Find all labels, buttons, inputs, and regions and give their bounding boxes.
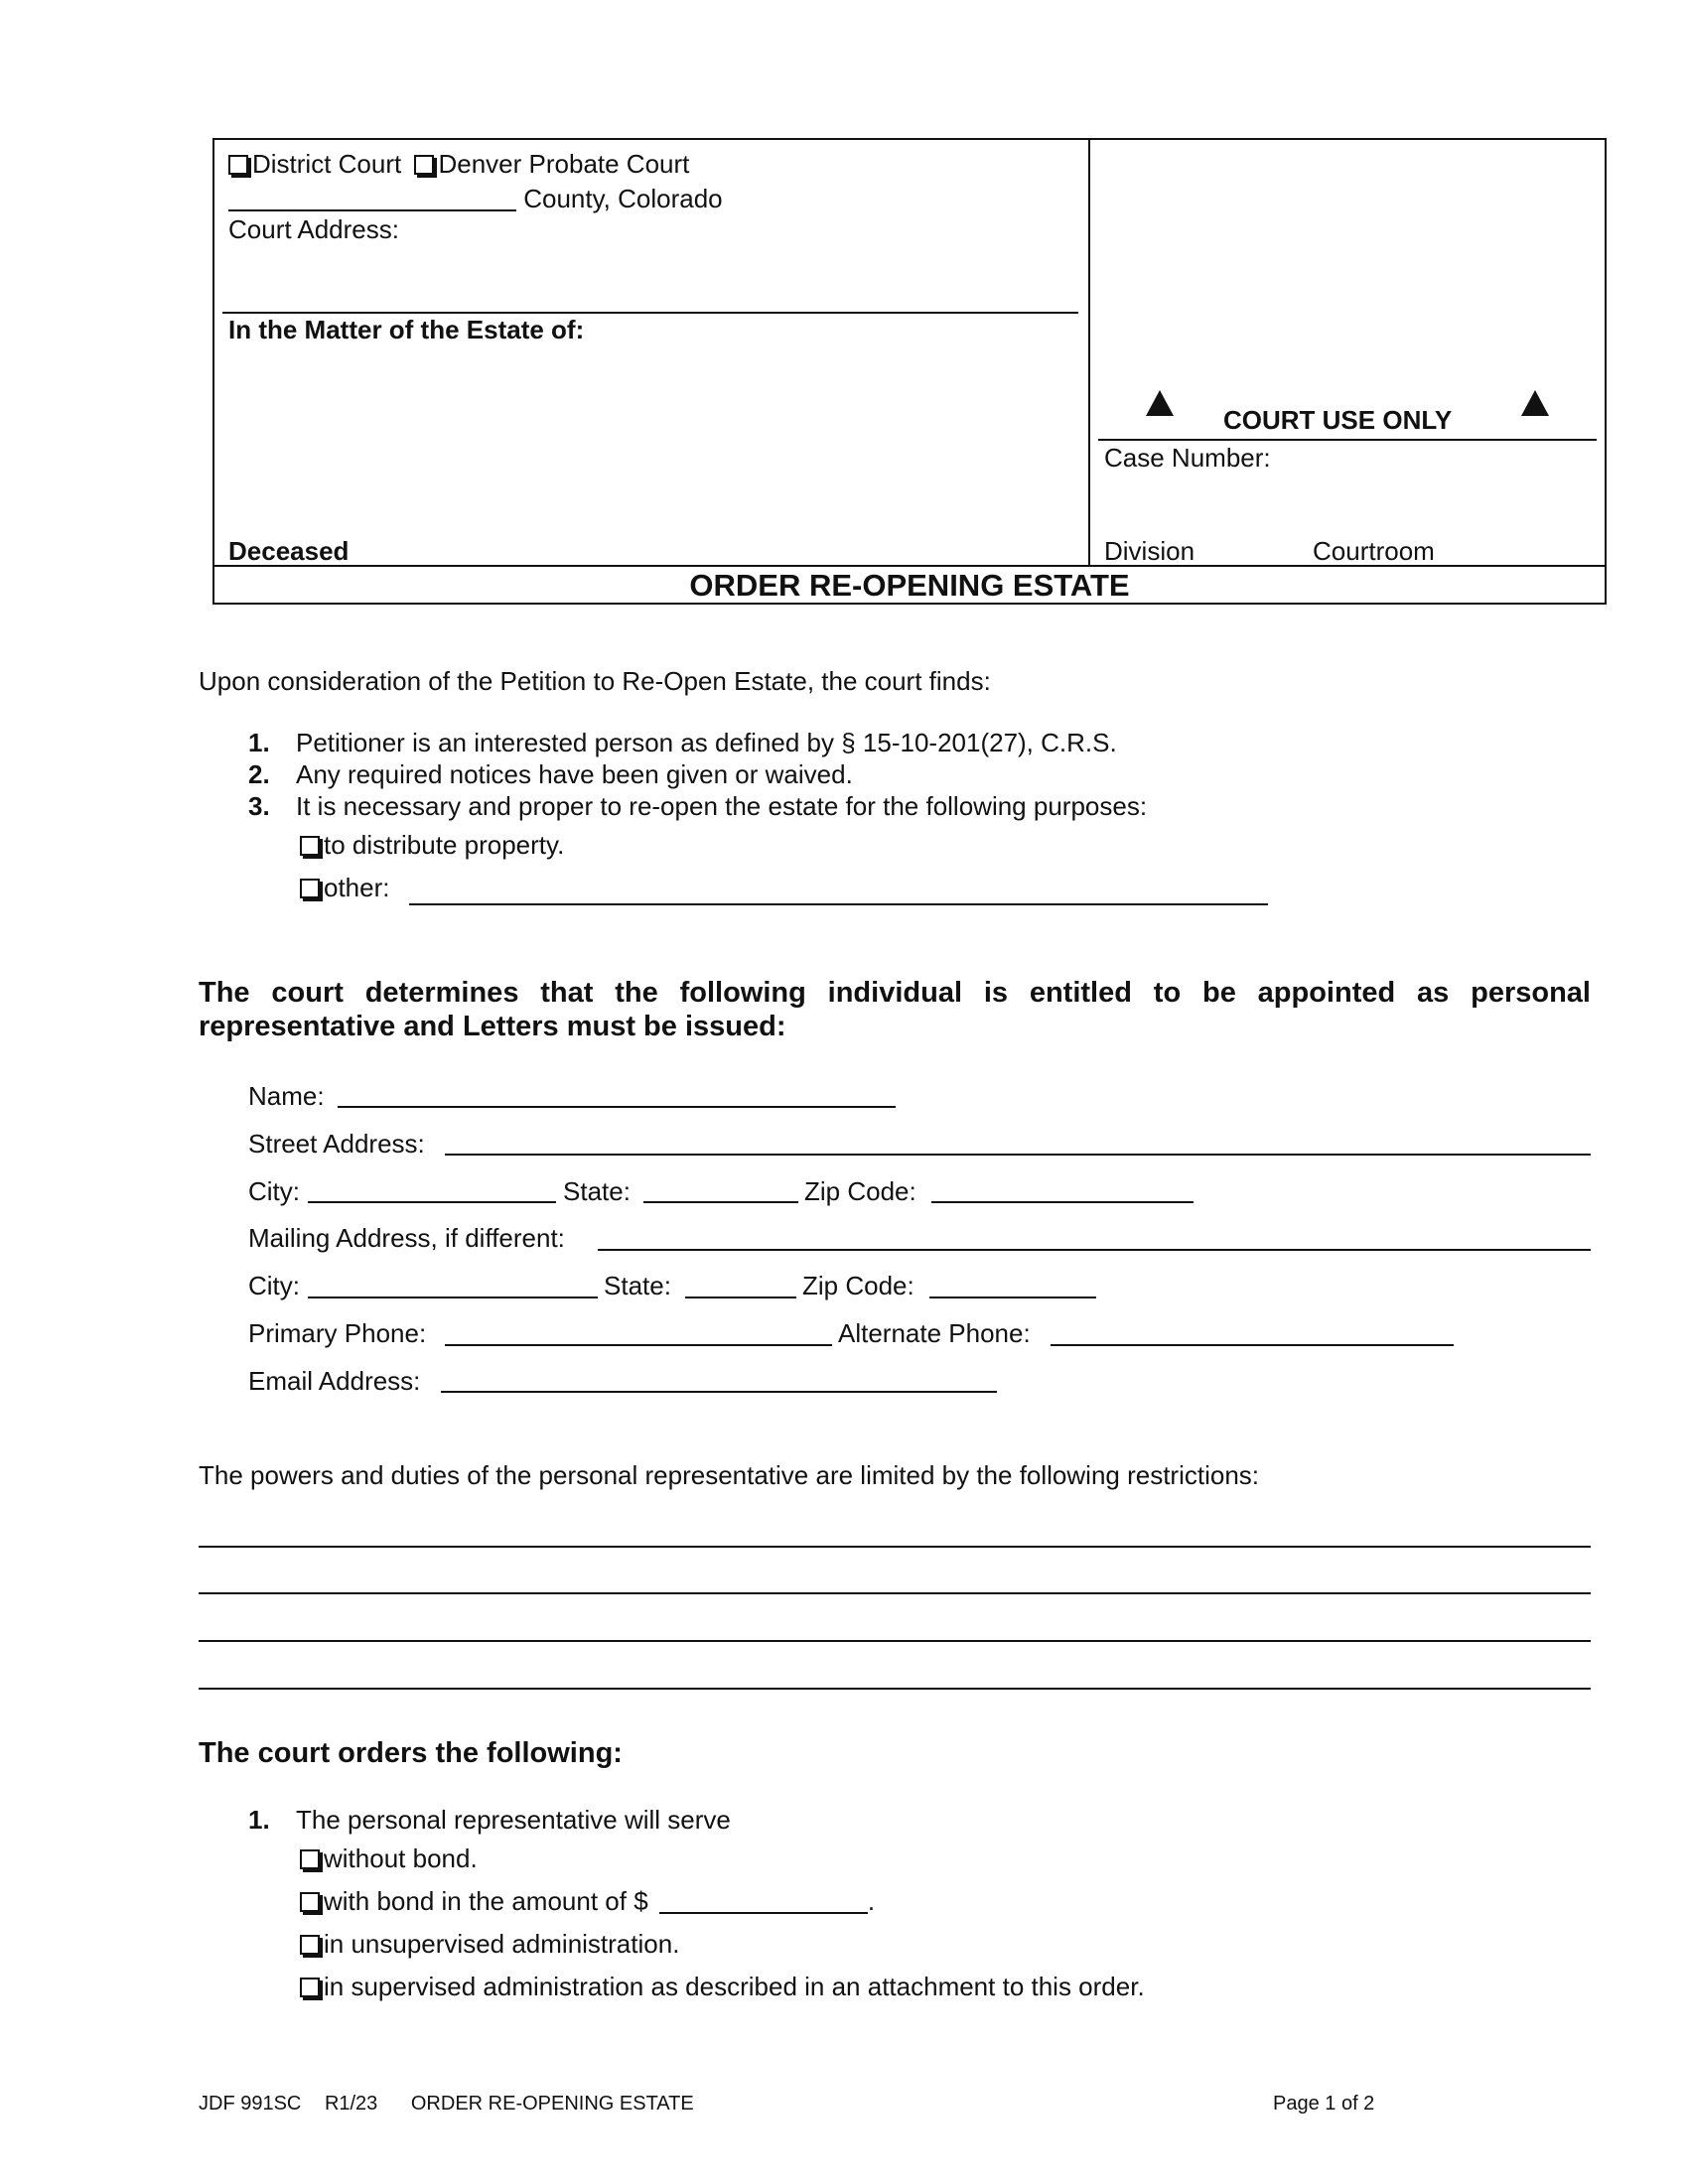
restrictions-text: The powers and duties of the personal representative are limited by the following restrictions: [199,1460,1260,1490]
zip-blank[interactable] [931,1201,1194,1203]
city-label: City: [248,1176,300,1206]
district-court-checkbox[interactable] [228,155,248,175]
estate-matter-label: In the Matter of the Estate of: [228,315,585,344]
purpose-distribute-row [300,830,564,860]
finding-number: 1. [248,728,270,757]
orders-heading: The court orders the following: [199,1737,623,1769]
with-bond-checkbox[interactable] [300,1892,320,1912]
name-label: Name: [248,1081,325,1111]
purpose-other-blank[interactable] [409,903,1268,905]
finding-text: Any required notices have been given or waived. [296,759,853,789]
county-suffix: County, Colorado [523,184,723,213]
footer-form-id: JDF 991SC [199,2093,302,2115]
primary-phone-label: Primary Phone: [248,1318,427,1348]
form-title: ORDER RE-OPENING ESTATE [689,568,1130,603]
zip-label: Zip Code: [804,1176,916,1206]
district-court-label: District Court [252,149,402,179]
case-number-label: Case Number: [1104,443,1271,473]
email-blank[interactable] [441,1391,997,1393]
mailing-state-blank[interactable] [685,1297,796,1298]
unsupervised-label: in unsupervised administration. [324,1929,680,1959]
with-bond-period: . [867,1886,876,1916]
footer-form-name: ORDER RE-OPENING ESTATE [410,2093,694,2115]
finding-item [248,759,853,789]
mailing-city-label: City: [248,1271,300,1300]
primary-phone-blank[interactable] [445,1344,832,1346]
purpose-other-checkbox[interactable] [300,879,320,898]
mailing-city-blank[interactable] [308,1297,598,1298]
determination-heading-cont: representative and Letters must be issued: [199,1011,786,1042]
bond-amount-blank[interactable] [659,1888,868,1914]
state-blank[interactable] [643,1201,798,1203]
with-bond-label: with bond in the amount of $ [324,1886,648,1916]
determination-heading-line1: The court determines that the following individual is entitled to be appointed as personal [199,977,1591,1009]
finding-number: 2. [248,759,270,789]
court-type-row [228,149,689,179]
purpose-other-label: other: [324,873,390,902]
email-label: Email Address: [248,1366,421,1396]
findings-intro: Upon consideration of the Petition to Re-Open Estate, the court finds: [199,666,991,696]
finding-item [248,791,1147,821]
purpose-other-row [300,873,390,902]
supervised-checkbox[interactable] [300,1978,320,1997]
denver-probate-court-label: Denver Probate Court [438,149,690,179]
restriction-line[interactable] [199,1592,1591,1594]
footer [199,2092,694,2116]
without-bond-row [300,1843,478,1873]
alternate-phone-blank[interactable] [1051,1344,1454,1346]
name-blank[interactable] [338,1106,896,1108]
deceased-label: Deceased [228,536,350,566]
restriction-line[interactable] [199,1640,1591,1642]
without-bond-label: without bond. [324,1843,478,1873]
arrow-up-icon [1146,390,1174,416]
finding-item [248,728,1117,757]
without-bond-checkbox[interactable] [300,1849,320,1869]
order-number: 1. [248,1805,270,1835]
finding-text: It is necessary and proper to re-open the estate for the following purposes: [296,791,1148,821]
finding-text: Petitioner is an interested person as defined by § 15-10-201(27), C.R.S. [296,728,1117,757]
alternate-phone-label: Alternate Phone: [838,1318,1031,1348]
purpose-distribute-label: to distribute property. [324,830,565,860]
court-address-rule [222,312,1078,314]
mailing-state-label: State: [604,1271,671,1300]
finding-number: 3. [248,791,270,821]
restriction-line[interactable] [199,1688,1591,1690]
division-label: Division [1104,536,1196,566]
supervised-row [300,1972,1145,2001]
court-use-rule [1098,439,1597,441]
mailing-address-label: Mailing Address, if different: [248,1223,565,1253]
street-address-blank[interactable] [445,1154,1591,1156]
restriction-line[interactable] [199,1546,1591,1548]
order-text: The personal representative will serve [296,1805,731,1835]
city-blank[interactable] [308,1201,556,1203]
mailing-zip-blank[interactable] [929,1297,1096,1298]
street-address-label: Street Address: [248,1129,425,1159]
courtroom-label: Courtroom [1313,536,1435,566]
caption-divider [1088,138,1090,567]
unsupervised-checkbox[interactable] [300,1935,320,1955]
mailing-zip-label: Zip Code: [802,1271,914,1300]
with-bond-row [300,1886,875,1916]
order-item [248,1805,731,1835]
purpose-distribute-checkbox[interactable] [300,836,320,856]
county-row [228,184,723,213]
unsupervised-row [300,1929,679,1959]
court-address-label: Court Address: [228,214,399,244]
arrow-up-icon [1521,390,1549,416]
supervised-label: in supervised administration as described in an attachment to this order. [324,1972,1145,2001]
court-use-only-label: COURT USE ONLY [1223,405,1453,435]
footer-revision: R1/23 [324,2093,378,2115]
state-label: State: [563,1176,631,1206]
county-blank[interactable] [228,186,516,211]
mailing-address-blank[interactable] [598,1249,1591,1251]
footer-page: Page 1 of 2 [1273,2093,1375,2115]
denver-probate-court-checkbox[interactable] [414,155,434,175]
determination-heading [199,976,1591,1010]
